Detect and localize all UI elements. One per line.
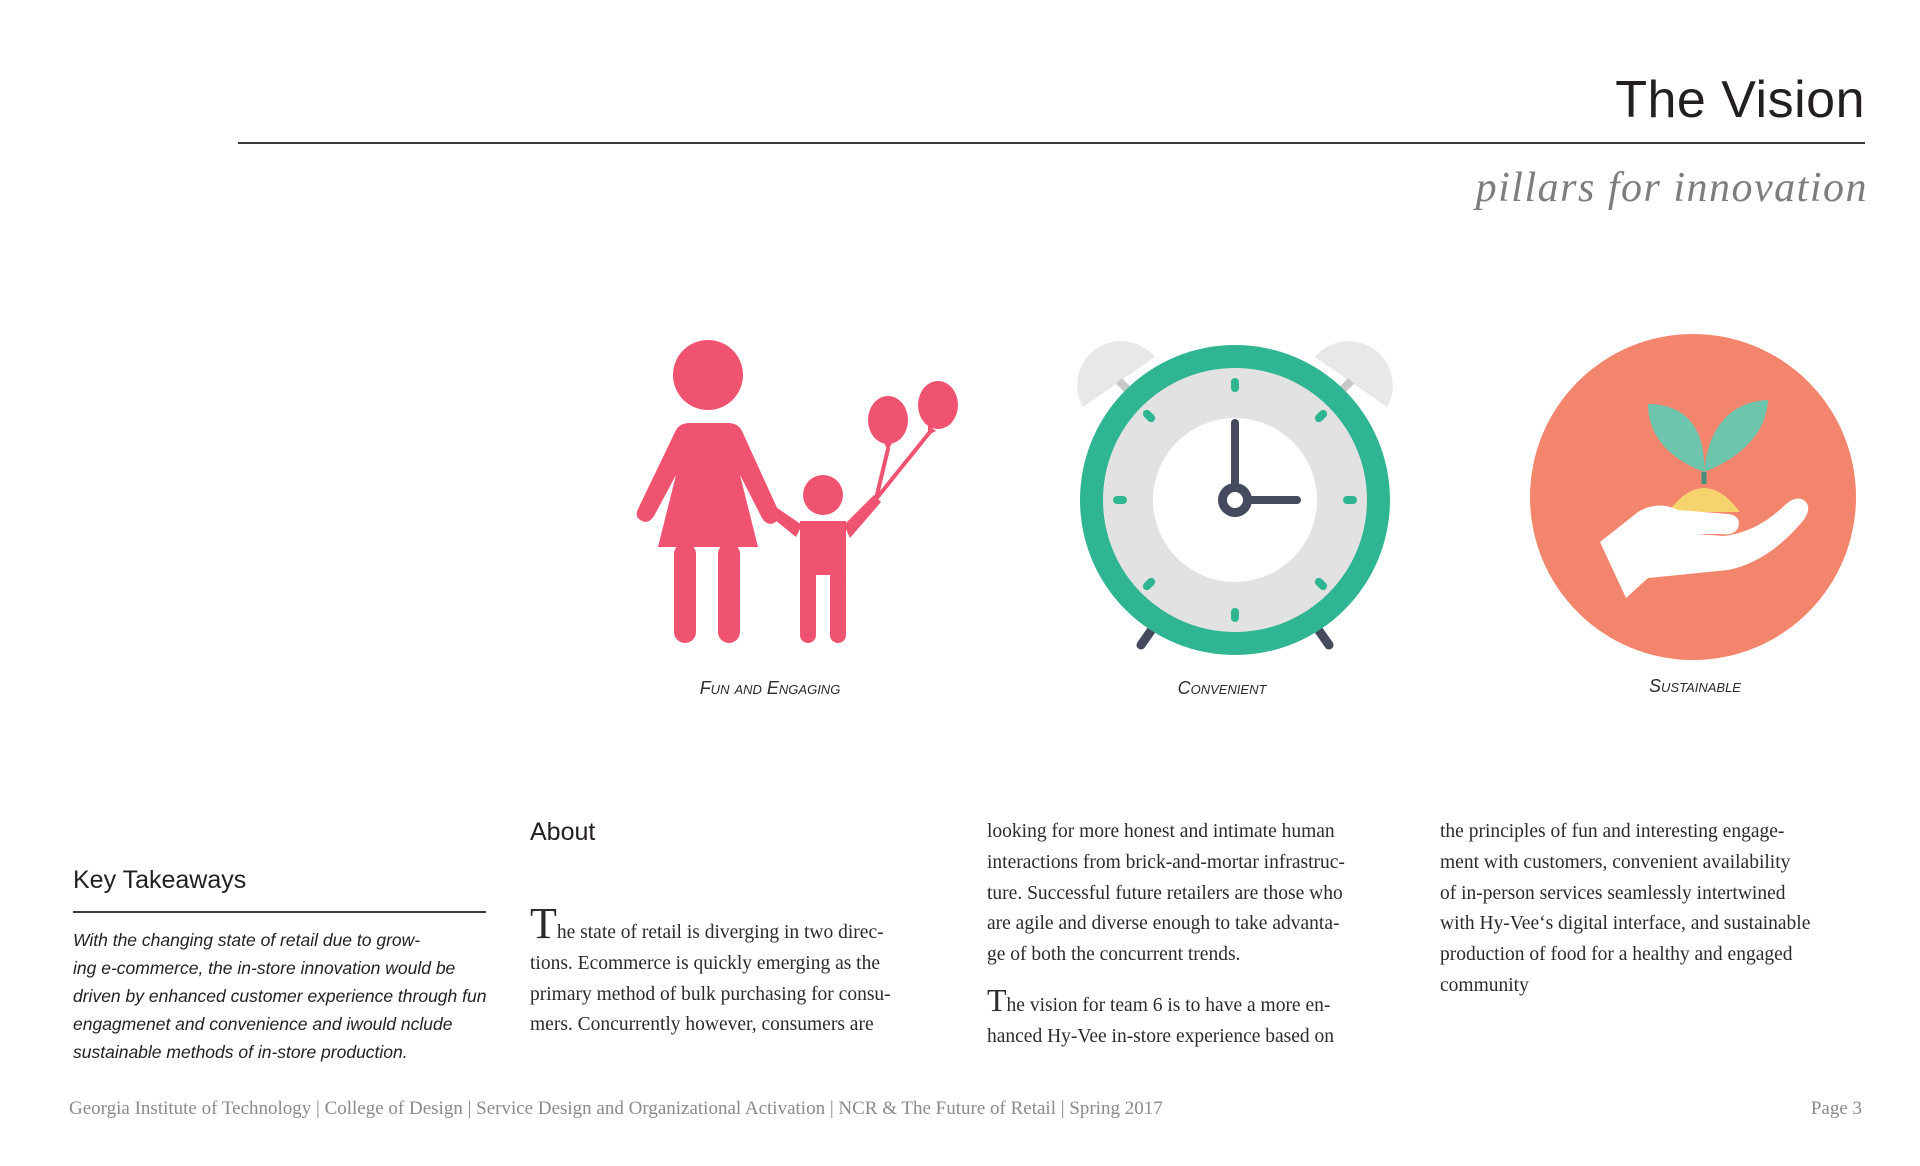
mother-child-balloons-icon — [630, 335, 970, 655]
key-takeaways-divider — [73, 911, 486, 913]
key-takeaways-line: engagmenet and convenience and iwould nclude — [73, 1014, 453, 1034]
about-paragraph-line: primary method of bulk purchasing for consu- — [530, 983, 891, 1005]
about-paragraph-line: the principles of fun and interesting engage- — [1440, 821, 1785, 842]
about-paragraph-line: production of food for a healthy and engaged — [1440, 944, 1793, 966]
about-column-3 — [1440, 817, 1810, 1002]
drop-cap: T — [530, 899, 557, 948]
about-column-2 — [987, 817, 1345, 1053]
key-takeaways-line: sustainable methods of in-store production. — [73, 1042, 408, 1062]
pillar-label-convenient: Convenient — [1177, 678, 1267, 698]
key-takeaways-line: driven by enhanced customer experience through fun — [73, 986, 487, 1006]
about-paragraph-line: of in-person services seamlessly intertwined — [1440, 882, 1786, 904]
about-paragraph-line: tions. Ecommerce is quickly emerging as the — [530, 952, 881, 974]
about-paragraph-line: ge of both the concurrent trends. — [987, 944, 1241, 966]
page-number: Page 3 — [1810, 1098, 1862, 1119]
about-paragraph-line: are agile and diverse enough to take advanta- — [987, 913, 1340, 935]
about-paragraph-line: community — [1440, 974, 1529, 996]
key-takeaways-text — [73, 926, 503, 1066]
key-takeaways-line: With the changing state of retail due to grow- — [73, 930, 421, 950]
about-paragraph-line: interactions from brick-and-mortar infrastruc- — [987, 851, 1345, 873]
pillar-label-sustainable: Sustainable — [1649, 676, 1741, 696]
key-takeaways-line: ing e-commerce, the in-store innovation would be — [73, 958, 456, 978]
about-paragraph-line: hanced Hy-Vee in-store experience based on — [987, 1025, 1335, 1047]
about-paragraph-line: ment with customers, convenient availability — [1440, 851, 1791, 873]
title-divider — [238, 142, 1865, 144]
pillar-fun-and-engaging — [630, 335, 970, 655]
hand-holding-seedling-icon — [1528, 332, 1858, 662]
about-paragraph-line: mers. Concurrently however, consumers are — [530, 1014, 874, 1036]
about-paragraph-line: looking for more honest and intimate human — [987, 821, 1335, 842]
about-paragraph-line: The state of retail is diverging in two direc- — [530, 899, 884, 948]
pillar-sustainable — [1528, 332, 1858, 662]
about-paragraph-line: with Hy-Vee‘s digital interface, and sustainable — [1440, 913, 1811, 935]
about-paragraph-line: ture. Successful future retailers are those who — [987, 882, 1343, 904]
page-footer: Georgia Institute of Technology | College of Design | Service Design and Organizational Activation | NCR & The Future of Retail | Spring 2017 — [69, 1098, 1163, 1119]
about-column-1 — [530, 899, 891, 1041]
pillar-convenient — [1075, 335, 1395, 655]
alarm-clock-icon — [1075, 335, 1395, 655]
key-takeaways-heading: Key Takeaways — [73, 866, 247, 894]
about-heading: About — [530, 818, 596, 846]
drop-cap: T — [987, 981, 1007, 1018]
about-paragraph-line: The vision for team 6 is to have a more en- — [987, 981, 1331, 1018]
page-subtitle: pillars for innovation — [1475, 165, 1868, 211]
page-title: The Vision — [1615, 71, 1865, 129]
pillar-label-fun-and-engaging: Fun and Engaging — [699, 678, 841, 698]
